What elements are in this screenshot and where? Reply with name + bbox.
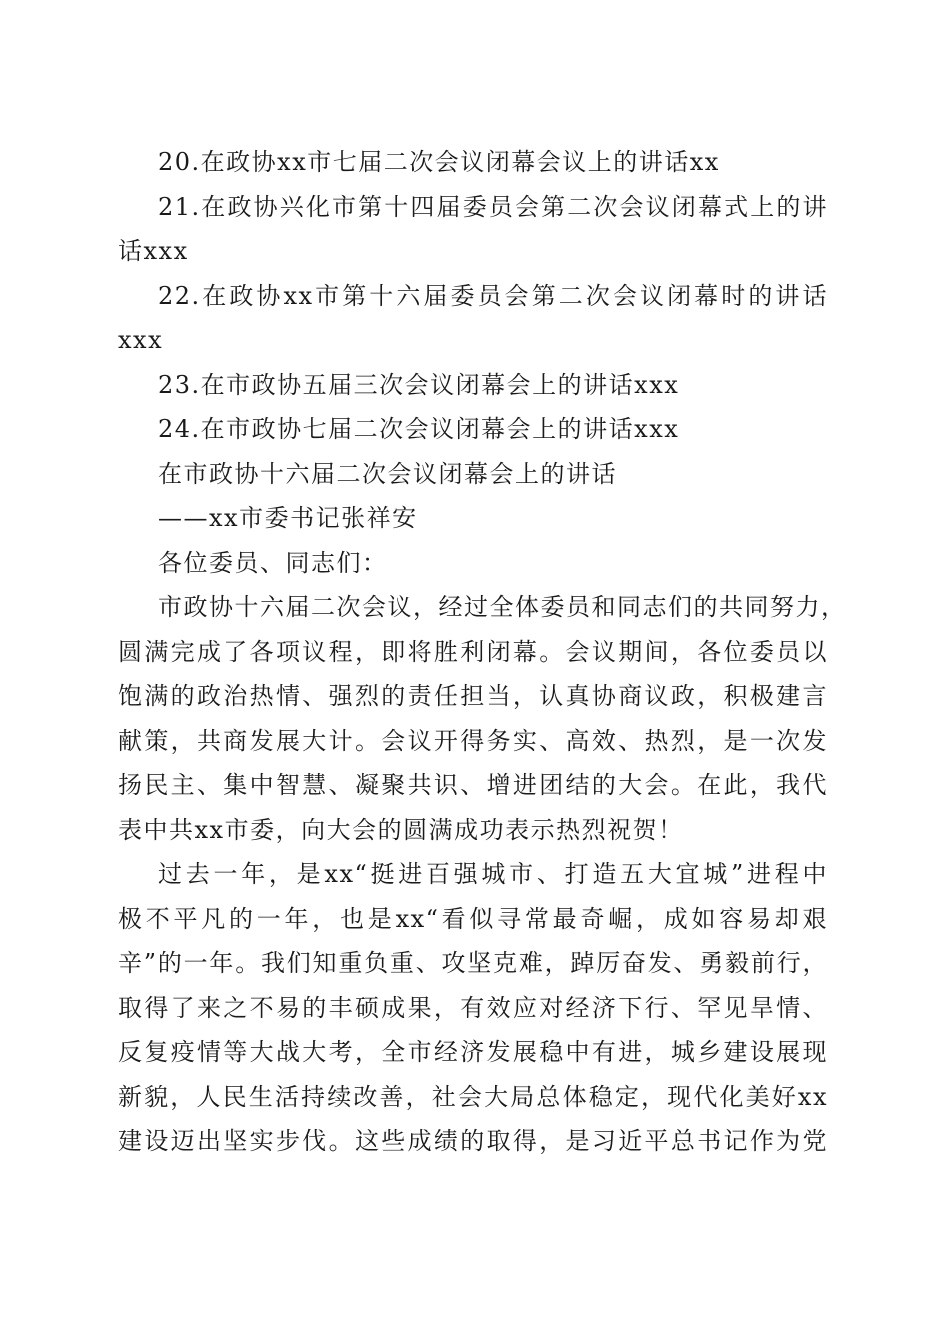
toc-item-22-continued: xxx (118, 326, 164, 354)
paragraph-line: 表中共xx市委，向大会的圆满成功表示热烈祝贺！ (118, 815, 684, 844)
paragraph-line: 圆满完成了各项议程，即将胜利闭幕。会议期间，各位委员以 (118, 637, 828, 666)
paragraph-1 (118, 585, 847, 852)
paragraph-line: 反复疫情等大战大考，全市经济发展稳中有进，城乡建设展现 (118, 1038, 828, 1066)
paragraph-2 (118, 852, 828, 1164)
paragraph-line: 新貌，人民生活持续改善，社会大局总体稳定，现代化美好xx (118, 1082, 828, 1111)
toc-item-22: 22.在政协xx市第十六届委员会第二次会议闭幕时的讲话 (158, 281, 828, 310)
paragraph-line: 献策，共商发展大计。会议开得务实、高效、热烈，是一次发 (118, 726, 828, 755)
salutation: 各位委员、同志们： (158, 548, 388, 577)
toc-item-23: 23.在市政协五届三次会议闭幕会上的讲话xxx (158, 370, 680, 399)
article-title: 在市政协十六届二次会议闭幕会上的讲话 (158, 459, 617, 488)
paragraph-line: 市政协十六届二次会议，经过全体委员和同志们的共同努力， (158, 593, 847, 621)
toc-item-21-continued: 话xxx (118, 237, 189, 265)
document-page (118, 140, 847, 1164)
article-author: ——xx市委书记张祥安 (158, 504, 418, 532)
paragraph-line: 建设迈出坚实步伐。这些成绩的取得，是习近平总书记作为党 (118, 1127, 828, 1155)
paragraph-line: 饱满的政治热情、强烈的责任担当，认真协商议政，积极建言 (118, 682, 828, 710)
toc-item-20: 20.在政协xx市七届二次会议闭幕会议上的讲话xx (158, 148, 720, 176)
paragraph-line: 辛”的一年。我们知重负重、攻坚克难，踔厉奋发、勇毅前行， (118, 949, 828, 977)
toc-item-24: 24.在市政协七届二次会议闭幕会上的讲话xxx (158, 415, 680, 443)
paragraph-line: 取得了来之不易的丰硕成果，有效应对经济下行、罕见旱情、 (118, 993, 828, 1022)
paragraph-line: 极不平凡的一年，也是xx“看似寻常最奇崛，成如容易却艰 (118, 904, 828, 933)
paragraph-line: 扬民主、集中智慧、凝聚共识、增进团结的大会。在此，我代 (118, 771, 828, 799)
toc-item-21: 21.在政协兴化市第十四届委员会第二次会议闭幕式上的讲 (158, 192, 828, 221)
paragraph-line: 过去一年，是xx“挺进百强城市、打造五大宜城”进程中 (158, 860, 828, 888)
